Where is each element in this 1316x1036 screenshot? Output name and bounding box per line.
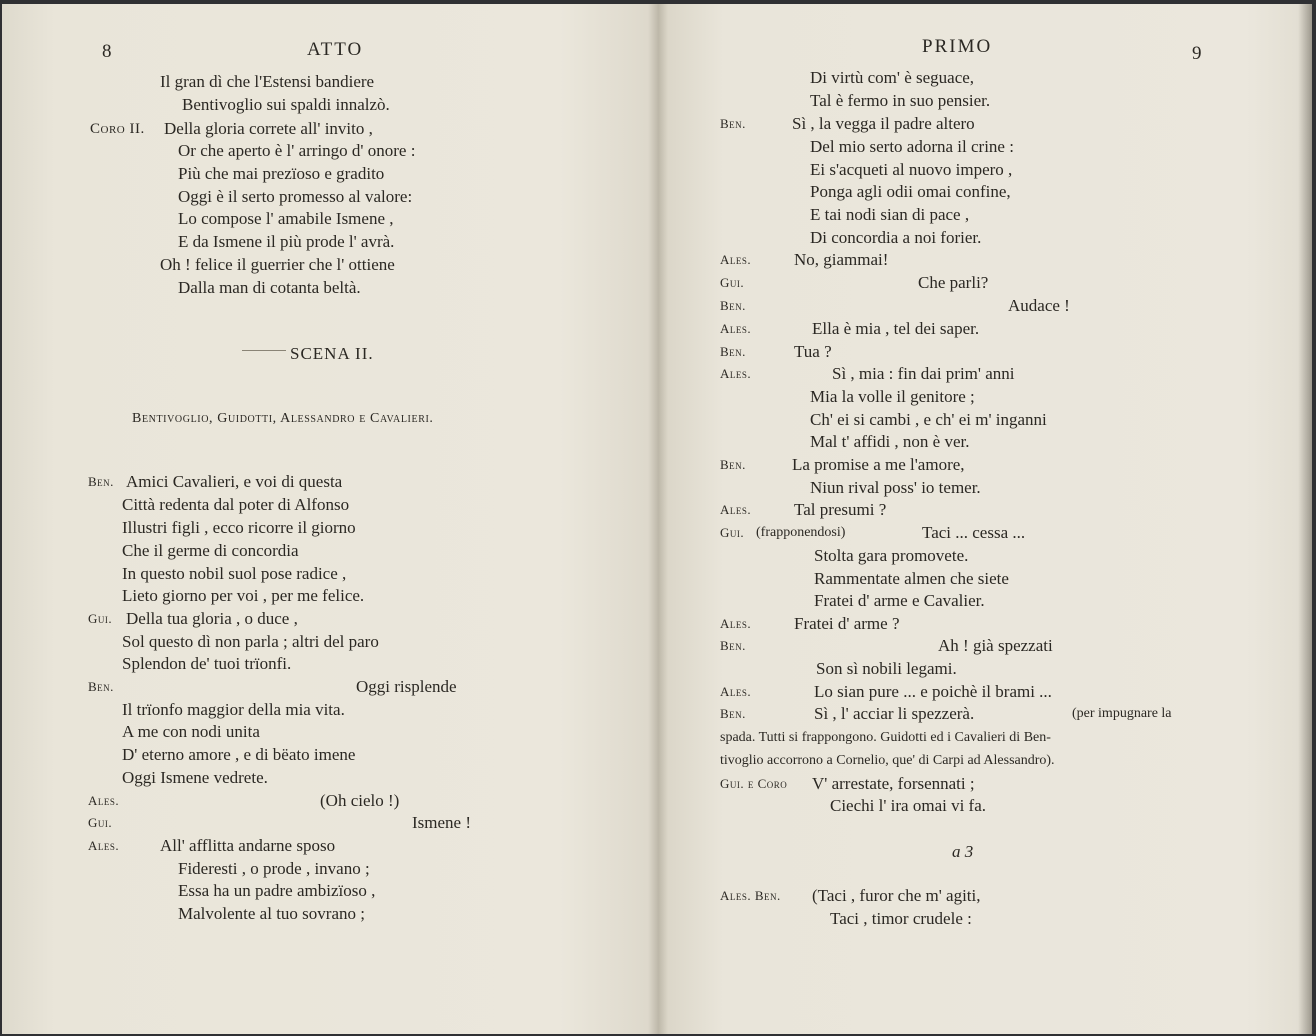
- speaker-label: Ales.: [720, 321, 752, 336]
- speaker-label: Ben.: [720, 344, 746, 359]
- ensemble-marker: a 3: [952, 842, 974, 861]
- speaker-label: Ales.: [88, 838, 120, 853]
- scene-title: SCENA II.: [290, 344, 374, 363]
- verse-line: Ch' ei si cambi , e ch' ei m' inganni: [810, 410, 1047, 429]
- speaker-label: Ben.: [720, 706, 746, 721]
- verse-line: V' arrestate, forsennati ;: [812, 774, 975, 793]
- verse-line: Ei s'acqueti al nuovo impero ,: [810, 160, 1013, 179]
- verse-line: A me con nodi unita: [122, 722, 260, 741]
- running-head: ATTO: [307, 39, 364, 60]
- verse-line: Che parli?: [918, 273, 989, 292]
- verse-line: Ponga agli odii omai confine,: [810, 182, 1011, 201]
- verse-line: Lieto giorno per voi , per me felice.: [122, 586, 365, 605]
- stage-direction: (frapponendosi): [756, 525, 846, 540]
- verse-line: Bentivoglio sui spaldi innalzò.: [182, 95, 390, 114]
- speaker-label: Gui.: [88, 611, 113, 626]
- verse-line: Taci , timor crudele :: [830, 909, 972, 928]
- verse-line: Sì , mia : fin dai prim' anni: [832, 364, 1015, 383]
- scene-rule: [242, 350, 286, 351]
- verse-line: E tai nodi sian di pace ,: [810, 205, 970, 224]
- speaker-label: Ben.: [720, 116, 746, 131]
- verse-line: Stolta gara promovete.: [814, 546, 969, 565]
- verse-line: Sì , l' acciar li spezzerà.: [814, 704, 975, 723]
- verse-line: Taci ... cessa ...: [922, 523, 1026, 542]
- verse-line: Il trïonfo maggior della mia vita.: [122, 700, 345, 719]
- verse-line: Del mio serto adorna il crine :: [810, 137, 1014, 156]
- page-number: 9: [1192, 43, 1202, 64]
- verse-line: In questo nobil suol pose radice ,: [122, 564, 347, 583]
- verse-line: All' afflitta andarne sposo: [160, 836, 336, 855]
- speaker-label: Ales.: [720, 684, 752, 699]
- verse-line: Il gran dì che l'Estensi bandiere: [160, 72, 375, 91]
- verse-line: Or che aperto è l' arringo d' onore :: [178, 141, 416, 160]
- verse-line: (Taci , furor che m' agiti,: [812, 886, 981, 905]
- cast-list: Bentivoglio, Guidotti, Alessandro e Cavalieri.: [132, 411, 434, 426]
- speaker-label: Gui. e Coro: [720, 776, 788, 791]
- speaker-label: Ales.: [88, 793, 120, 808]
- verse-line: Mia la volle il genitore ;: [810, 387, 975, 406]
- verse-line: Oggi è il serto promesso al valore:: [178, 187, 413, 206]
- verse-line: Oh ! felice il guerrier che l' ottiene: [160, 255, 395, 274]
- verse-line: Lo sian pure ... e poichè il brami ...: [814, 682, 1052, 701]
- book-spread: [2, 4, 1312, 1034]
- speaker-label: Gui.: [720, 275, 745, 290]
- verse-line: Sì , la vegga il padre altero: [792, 114, 975, 133]
- verse-line: Tal presumi ?: [794, 500, 887, 519]
- speaker-label: Ben.: [88, 474, 114, 489]
- running-head: PRIMO: [922, 36, 993, 57]
- verse-line: Di concordia a noi forier.: [810, 228, 982, 247]
- stage-direction: tivoglio accorrono a Cornelio, que' di Carpi ad Alessandro).: [720, 753, 1055, 768]
- book-gutter: [648, 4, 668, 1034]
- verse-line: Tal è fermo in suo pensier.: [810, 91, 991, 110]
- speaker-label: Ben.: [88, 679, 114, 694]
- verse-line: Splendon de' tuoi trïonfi.: [122, 654, 292, 673]
- stage-direction: (per impugnare la: [1072, 706, 1172, 721]
- verse-line: Illustri figli , ecco ricorre il giorno: [122, 518, 356, 537]
- verse-line: Son sì nobili legami.: [816, 659, 957, 678]
- verse-line: Che il germe di concordia: [122, 541, 299, 560]
- verse-line: La promise a me l'amore,: [792, 455, 965, 474]
- speaker-label: Gui.: [720, 525, 745, 540]
- speaker-label: Ben.: [720, 638, 746, 653]
- speaker-label: Coro II.: [90, 121, 145, 137]
- right-page: [658, 4, 1312, 1034]
- verse-line: No, giammai!: [794, 250, 889, 269]
- verse-line: Di virtù com' è seguace,: [810, 68, 975, 87]
- speaker-label: Ales.: [720, 366, 752, 381]
- left-page: [2, 4, 658, 1034]
- verse-line: Malvolente al tuo sovrano ;: [178, 904, 365, 923]
- verse-line: Dalla man di cotanta beltà.: [178, 278, 361, 297]
- speaker-label: Ales. Ben.: [720, 888, 781, 903]
- verse-line: Ismene !: [412, 813, 472, 832]
- verse-line: Oggi risplende: [356, 677, 457, 696]
- page-number: 8: [102, 41, 112, 62]
- speaker-label: Ales.: [720, 616, 752, 631]
- verse-line: Ah ! già spezzati: [938, 636, 1053, 655]
- verse-line: Fratei d' arme ?: [794, 614, 900, 633]
- verse-line: Ella è mia , tel dei saper.: [812, 319, 980, 338]
- speaker-label: Ales.: [720, 502, 752, 517]
- verse-line: D' eterno amore , e di bëato imene: [122, 745, 356, 764]
- speaker-label: Ben.: [720, 457, 746, 472]
- stage-direction: spada. Tutti si frappongono. Guidotti ed i Cavalieri di Ben-: [720, 730, 1051, 745]
- verse-line: Amici Cavalieri, e voi di questa: [126, 472, 343, 491]
- speaker-label: Gui.: [88, 815, 113, 830]
- verse-line: Lo compose l' amabile Ismene ,: [178, 209, 394, 228]
- verse-line: Città redenta dal poter di Alfonso: [122, 495, 350, 514]
- verse-line: Mal t' affidi , non è ver.: [810, 432, 970, 451]
- verse-line: Della gloria correte all' invito ,: [164, 119, 373, 138]
- verse-line: Ciechi l' ira omai vi fa.: [830, 796, 987, 815]
- verse-line: Audace !: [1008, 296, 1070, 315]
- verse-line: Tua ?: [794, 342, 832, 361]
- verse-line: Più che mai prezïoso e gradito: [178, 164, 385, 183]
- verse-line: Essa ha un padre ambizïoso ,: [178, 881, 376, 900]
- verse-line: Sol questo dì non parla ; altri del paro: [122, 632, 379, 651]
- verse-line: Fideresti , o prode , invano ;: [178, 859, 370, 878]
- speaker-label: Ales.: [720, 252, 752, 267]
- speaker-label: Ben.: [720, 298, 746, 313]
- verse-line: Oggi Ismene vedrete.: [122, 768, 268, 787]
- verse-line: (Oh cielo !): [320, 791, 400, 810]
- verse-line: Rammentate almen che siete: [814, 569, 1009, 588]
- verse-line: Fratei d' arme e Cavalier.: [814, 591, 985, 610]
- page-edge-shadow: [1298, 4, 1312, 1034]
- verse-line: Della tua gloria , o duce ,: [126, 609, 298, 628]
- verse-line: E da Ismene il più prode l' avrà.: [178, 232, 395, 251]
- verse-line: Niun rival poss' io temer.: [810, 478, 981, 497]
